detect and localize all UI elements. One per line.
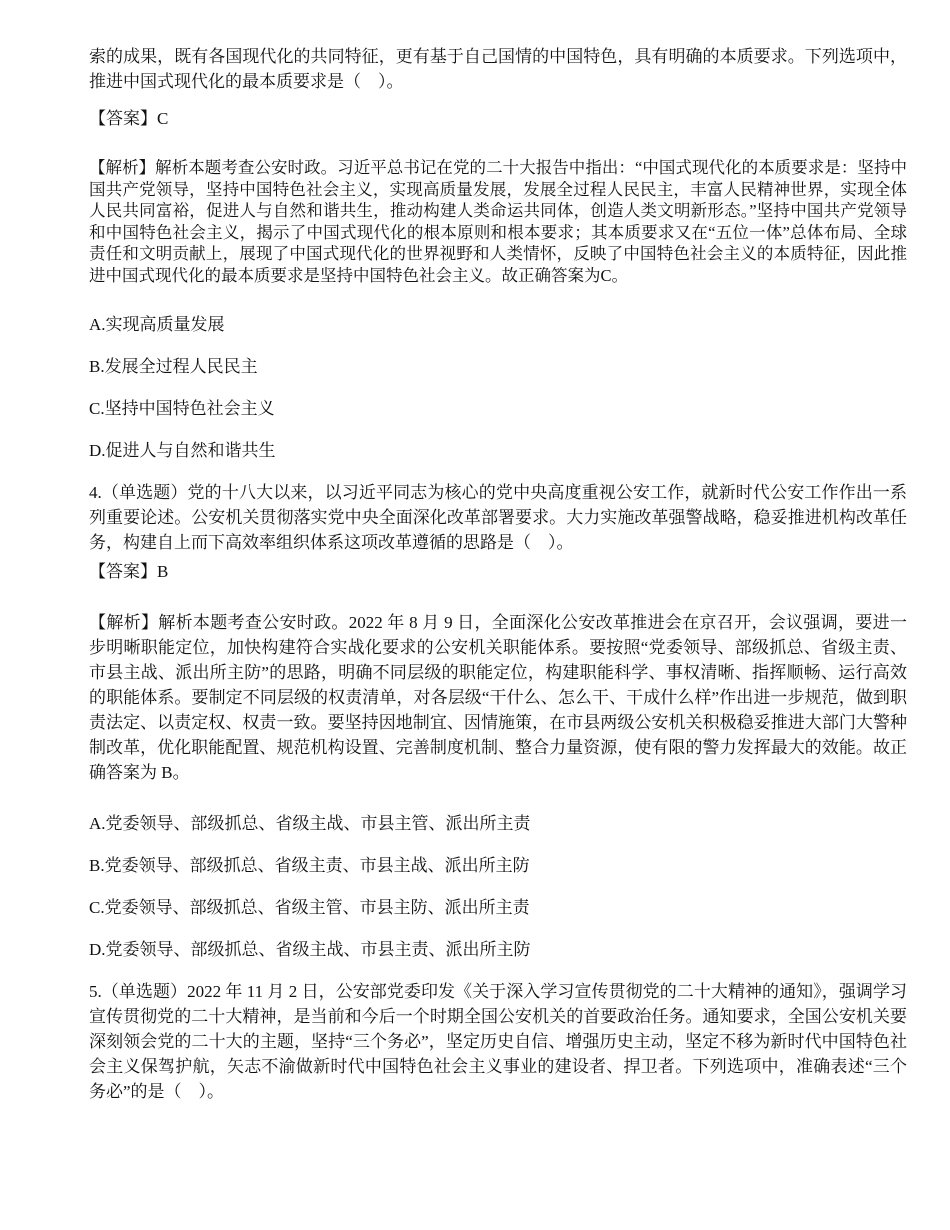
q4-option-a: A.党委领导、部级抓总、省级主战、市县主管、派出所主责 [89,814,531,833]
q3-option-b: B.发展全过程人民民主 [89,357,258,376]
q4-option-c: C.党委领导、部级抓总、省级主管、市县主防、派出所主责 [89,898,530,917]
q4-answer: 【答案】B [89,562,169,581]
q3-option-c: C.坚持中国特色社会主义 [89,399,275,418]
q3-analysis: 【解析】解析本题考查公安时政。习近平总书记在党的二十大报告中指出：“中国式现代化的本质要求是：坚持中国共产党领导，坚持中国特色社会主义，实现高质量发展，发展全过程人民民主，丰富人民精神世界，实现全体人民共同富裕，促进人与自然和谐共生，推动构建人类命运共同体，创造人类文明新形态。”坚持中国共产党领导和中国特色社会主义，揭示了中国式现代化的根本原则和根本要求；其本质要求又在“五位一体”总体布局、全球责任和文明贡献上，展现了中国式现代化的世界视野和人类情怀，反映了中国特色社会主义的本质特征，因此推进中国式现代化的最本质要求是坚持中国特色社会主义。故正确答案为C。 [89,158,907,285]
q3-answer: 【答案】C [89,109,169,128]
q4-stem: 4.（单选题）党的十八大以来，以习近平同志为核心的党中央高度重视公安工作，就新时代公安工作作出一系列重要论述。公安机关贯彻落实党中央全面深化改革部署要求。大力实施改革强警战略，稳妥推进机构改革任务，构建自上而下高效率组织体系这项改革遵循的思路是（ ）。 [89,483,907,552]
q4-analysis: 【解析】解析本题考查公安时政。2022 年 8 月 9 日，全面深化公安改革推进会在京召开，会议强调，要进一步明晰职能定位，加快构建符合实战化要求的公安机关职能体系。要按照“党委领导、部级抓总、省级主责、市县主战、派出所主防”的思路，明确不同层级的职能定位，构建职能科学、事权清晰、指挥顺畅、运行高效的职能体系。要制定不同层级的权责清单，对各层级“干什么、怎么干、干成什么样”作出进一步规范，做到职责法定、以责定权、权责一致。要坚持因地制宜、因情施策，在市县两级公安机关积极稳妥推进大部门大警种制改革，优化职能配置、规范机构设置、完善制度机制、整合力量资源，使有限的警力发挥最大的效能。故正确答案为 B。 [89,613,907,782]
q5-stem: 5.（单选题）2022 年 11 月 2 日，公安部党委印发《关于深入学习宣传贯彻党的二十大精神的通知》，强调学习宣传贯彻党的二十大精神，是当前和今后一个时期全国公安机关的首要政治任务。通知要求，全国公安机关要深刻领会党的二十大的主题，坚持“三个务必”，坚定历史自信、增强历史主动，坚定不移为新时代中国特色社会主义保驾护航，矢志不渝做新时代中国特色社会主义事业的建设者、捍卫者。下列选项中，准确表述“三个务必”的是（ ）。 [89,982,907,1101]
q3-option-d: D.促进人与自然和谐共生 [89,441,276,460]
q4-option-d: D.党委领导、部级抓总、省级主战、市县主责、派出所主防 [89,940,531,959]
document-page [89,44,907,1104]
q3-stem-tail: 索的成果，既有各国现代化的共同特征，更有基于自己国情的中国特色，具有明确的本质要求。下列选项中，推进中国式现代化的最本质要求是（ ）。 [89,47,907,91]
q4-option-b: B.党委领导、部级抓总、省级主责、市县主战、派出所主防 [89,856,530,875]
q3-option-a: A.实现高质量发展 [89,315,225,334]
